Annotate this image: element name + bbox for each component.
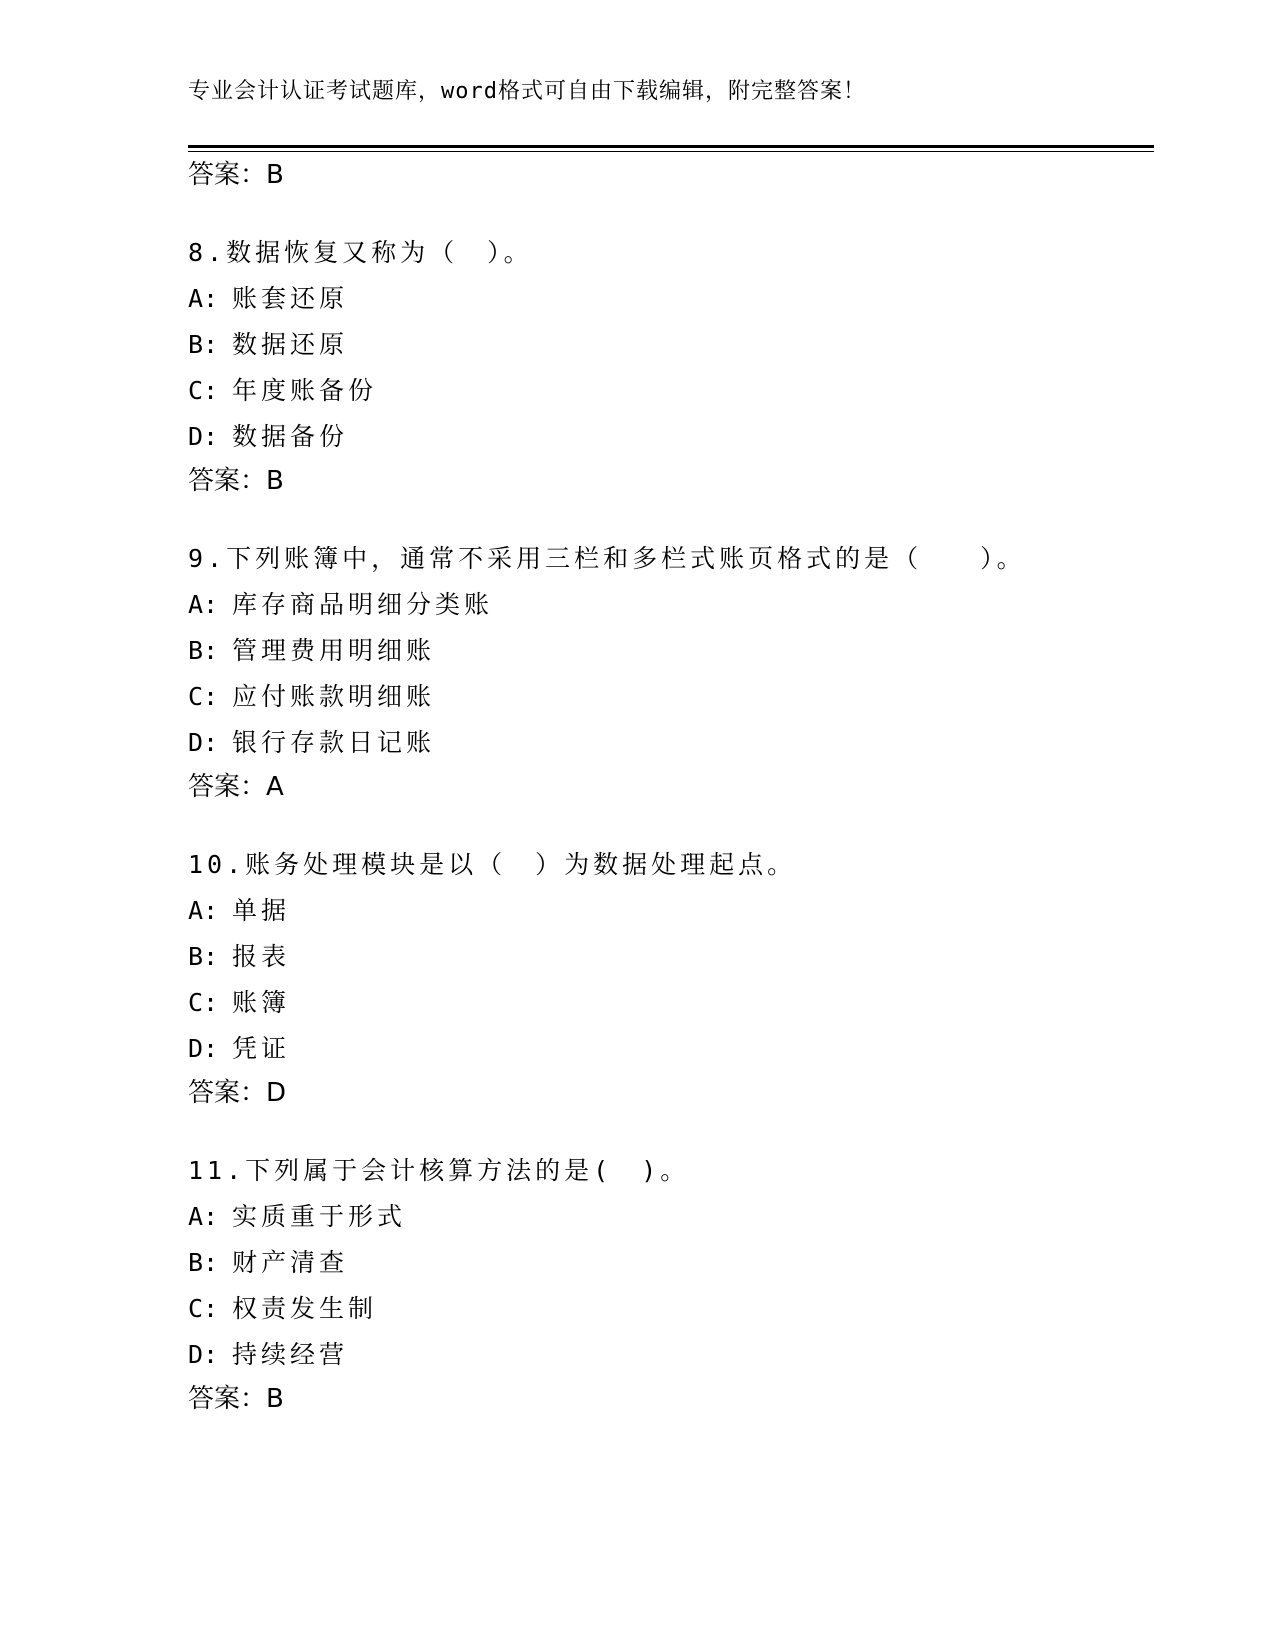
option-letter: C:	[188, 988, 219, 1017]
question-stem: 8.数据恢复又称为（ ）。	[188, 238, 533, 267]
option-a	[188, 284, 1148, 314]
header-rule-thin	[188, 151, 1154, 152]
option-text: 报表	[232, 942, 291, 971]
option-letter: B:	[188, 942, 219, 971]
answer-previous: 答案：B	[188, 160, 284, 190]
answer: 答案：A	[188, 772, 284, 802]
option-letter: D:	[188, 1340, 219, 1369]
option-d	[188, 422, 1148, 452]
option-letter: D:	[188, 728, 219, 757]
option-letter: C:	[188, 376, 219, 405]
option-c	[188, 1294, 1148, 1324]
option-b	[188, 330, 1148, 360]
option-text: 单据	[232, 896, 291, 925]
option-c	[188, 988, 1148, 1018]
question-stem: 9.下列账簿中，通常不采用三栏和多栏式账页格式的是（ ）。	[188, 544, 1026, 573]
option-b	[188, 942, 1148, 972]
option-a	[188, 896, 1148, 926]
option-text: 银行存款日记账	[232, 728, 436, 757]
question-list	[188, 160, 1148, 1414]
question-11	[188, 1156, 1148, 1414]
question-stem: 11.下列属于会计核算方法的是( )。	[188, 1156, 690, 1185]
header-rule-thick	[188, 145, 1154, 148]
option-letter: C:	[188, 682, 219, 711]
question-stem: 10.账务处理模块是以（ ）为数据处理起点。	[188, 850, 797, 879]
option-text: 数据备份	[232, 422, 349, 451]
page-header: 专业会计认证考试题库，word格式可自由下载编辑，附完整答案！	[188, 79, 866, 104]
option-text: 管理费用明细账	[232, 636, 436, 665]
option-c	[188, 682, 1148, 712]
answer: 答案：B	[188, 466, 284, 496]
option-text: 实质重于形式	[232, 1202, 407, 1231]
option-a	[188, 1202, 1148, 1232]
option-d	[188, 1340, 1148, 1370]
option-letter: D:	[188, 1034, 219, 1063]
answer: 答案：D	[188, 1078, 287, 1108]
option-letter: D:	[188, 422, 219, 451]
option-text: 持续经营	[232, 1340, 349, 1369]
option-letter: A:	[188, 284, 219, 313]
option-b	[188, 1248, 1148, 1278]
option-a	[188, 590, 1148, 620]
option-letter: A:	[188, 590, 219, 619]
option-letter: B:	[188, 636, 219, 665]
option-letter: B:	[188, 1248, 219, 1277]
option-letter: A:	[188, 1202, 219, 1231]
question-10	[188, 850, 1148, 1108]
option-text: 账簿	[232, 988, 291, 1017]
option-text: 应付账款明细账	[232, 682, 436, 711]
option-letter: C:	[188, 1294, 219, 1323]
option-d	[188, 728, 1148, 758]
option-d	[188, 1034, 1148, 1064]
answer: 答案：B	[188, 1384, 284, 1414]
option-b	[188, 636, 1148, 666]
option-c	[188, 376, 1148, 406]
option-text: 权责发生制	[232, 1294, 378, 1323]
question-9	[188, 544, 1148, 802]
option-letter: A:	[188, 896, 219, 925]
question-8	[188, 238, 1148, 496]
option-text: 库存商品明细分类账	[232, 590, 494, 619]
option-text: 账套还原	[232, 284, 349, 313]
option-text: 凭证	[232, 1034, 291, 1063]
option-letter: B:	[188, 330, 219, 359]
option-text: 财产清查	[232, 1248, 349, 1277]
option-text: 年度账备份	[232, 376, 378, 405]
option-text: 数据还原	[232, 330, 349, 359]
